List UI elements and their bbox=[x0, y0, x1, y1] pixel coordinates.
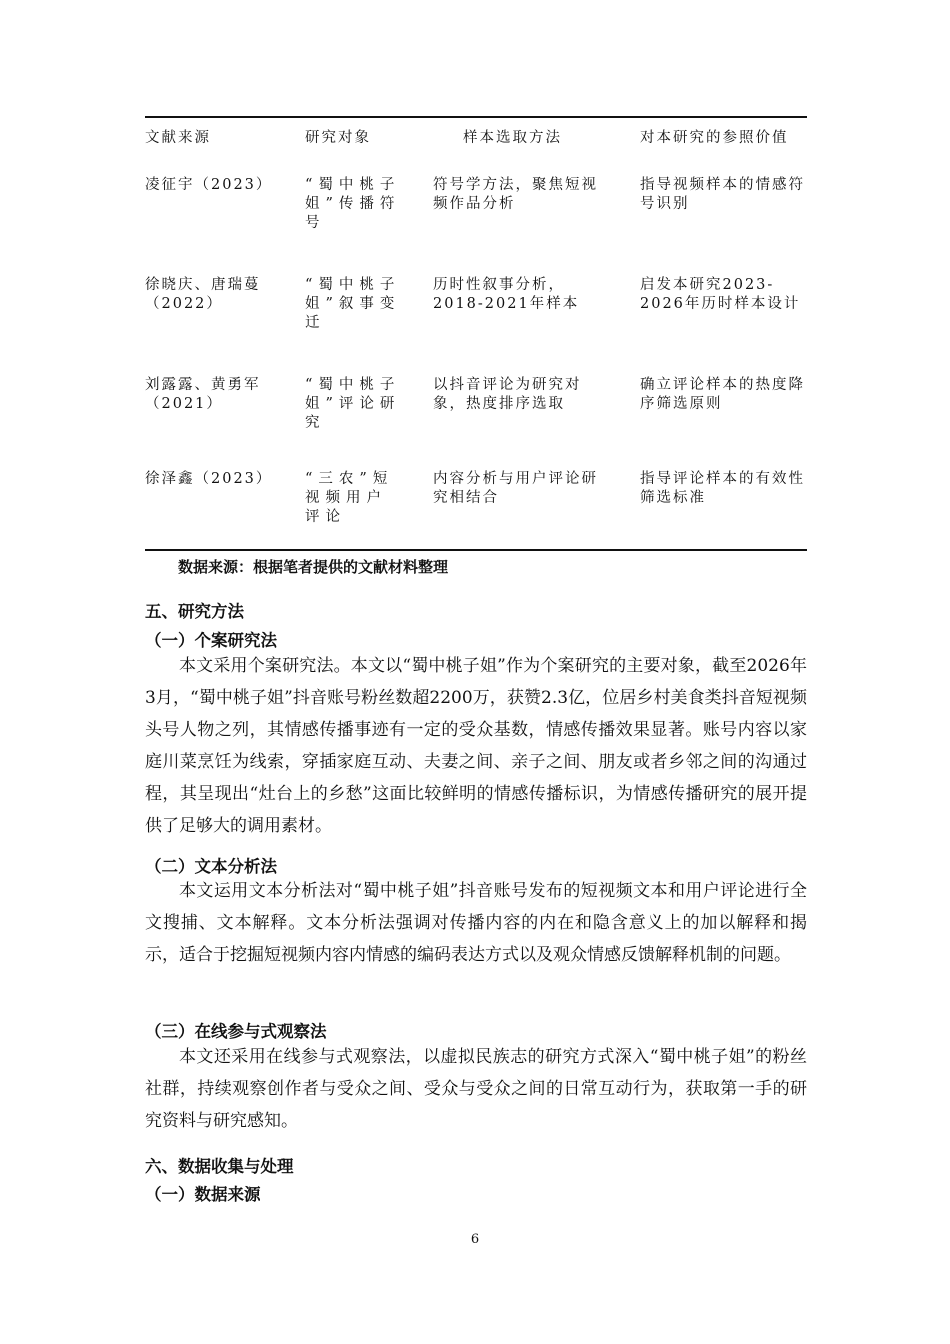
table-cell: “蜀中桃子姐”叙事变迁 bbox=[305, 277, 401, 331]
subsection-heading: （一）个案研究法 bbox=[145, 631, 277, 650]
table-cell: 以抖音评论为研究对象，热度排序选取 bbox=[433, 377, 582, 412]
table-cell: 启发本研究2023-2026年历时样本设计 bbox=[640, 277, 801, 312]
subsection-heading: （一）数据来源 bbox=[145, 1185, 261, 1204]
page-number: 6 bbox=[470, 1232, 480, 1247]
table-header-method: 样本选取方法 bbox=[463, 130, 562, 146]
paragraph: 本文还采用在线参与式观察法，以虚拟民族志的研究方式深入“蜀中桃子姐”的粉丝社群，持续观察创作者与受众之间、受众与受众之间的日常互动行为，获取第一手的研究资料与研究感知。 bbox=[145, 1047, 807, 1131]
table-cell: 内容分析与用户评论研究相结合 bbox=[433, 471, 598, 506]
table-cell: “蜀中桃子姐”评论研究 bbox=[305, 377, 401, 431]
table-cell: 指导视频样本的情感符号识别 bbox=[640, 177, 805, 212]
table-cell: 确立评论样本的热度降序筛选原则 bbox=[640, 377, 805, 412]
section-heading: 六、数据收集与处理 bbox=[145, 1157, 294, 1176]
table-cell: 徐泽鑫（2023） bbox=[145, 471, 273, 487]
table-bottom-rule bbox=[145, 549, 807, 551]
table-source-note: 数据来源：根据笔者提供的文献材料整理 bbox=[178, 558, 449, 576]
table-header-source: 文献来源 bbox=[145, 130, 211, 146]
table-cell: 指导评论样本的有效性筛选标准 bbox=[640, 471, 805, 506]
table-cell: 刘露露、黄勇军（2021） bbox=[145, 377, 261, 412]
subsection-heading: （二）文本分析法 bbox=[145, 857, 277, 876]
table-header-value: 对本研究的参照价值 bbox=[640, 130, 789, 146]
table-top-rule bbox=[145, 116, 807, 118]
table-cell: “三农”短视频用户评论 bbox=[305, 471, 394, 525]
paragraph: 本文运用文本分析法对“蜀中桃子姐”抖音账号发布的短视频文本和用户评论进行全文搜捕、文本解释。文本分析法强调对传播内容的内在和隐含意义上的加以解释和揭示，适合于挖掘短视频内容内情感的编码表达方式以及观众情感反馈解释机制的问题。 bbox=[145, 881, 807, 965]
table-header-object: 研究对象 bbox=[305, 130, 371, 146]
table-cell: 历时性叙事分析，2018-2021年样本 bbox=[433, 277, 580, 312]
paragraph: 本文采用个案研究法。本文以“蜀中桃子姐”作为个案研究的主要对象，截至2026年3月，“蜀中桃子姐”抖音账号粉丝数超2200万，获赞2.3亿，位居乡村美食类抖音短视频头号人物之列，其情感传播事迹有一定的受众基数，情感传播效果显著。账号内容以家庭川菜烹饪为线索，穿插家庭互动、夫妻之间、亲子之间、朋友或者乡邻之间的沟通过程，其呈现出“灶台上的乡愁”这面比较鲜明的情感传播标识，为情感传播研究的展开提供了足够大的调用素材。 bbox=[145, 656, 807, 836]
table-cell: 符号学方法，聚焦短视频作品分析 bbox=[433, 177, 598, 212]
table-cell: 徐晓庆、唐瑞蔓（2022） bbox=[145, 277, 261, 312]
table-cell: “蜀中桃子姐”传播符号 bbox=[305, 177, 401, 231]
table-cell: 凌征宇（2023） bbox=[145, 177, 273, 193]
section-heading: 五、研究方法 bbox=[145, 602, 244, 621]
subsection-heading: （三）在线参与式观察法 bbox=[145, 1022, 327, 1041]
